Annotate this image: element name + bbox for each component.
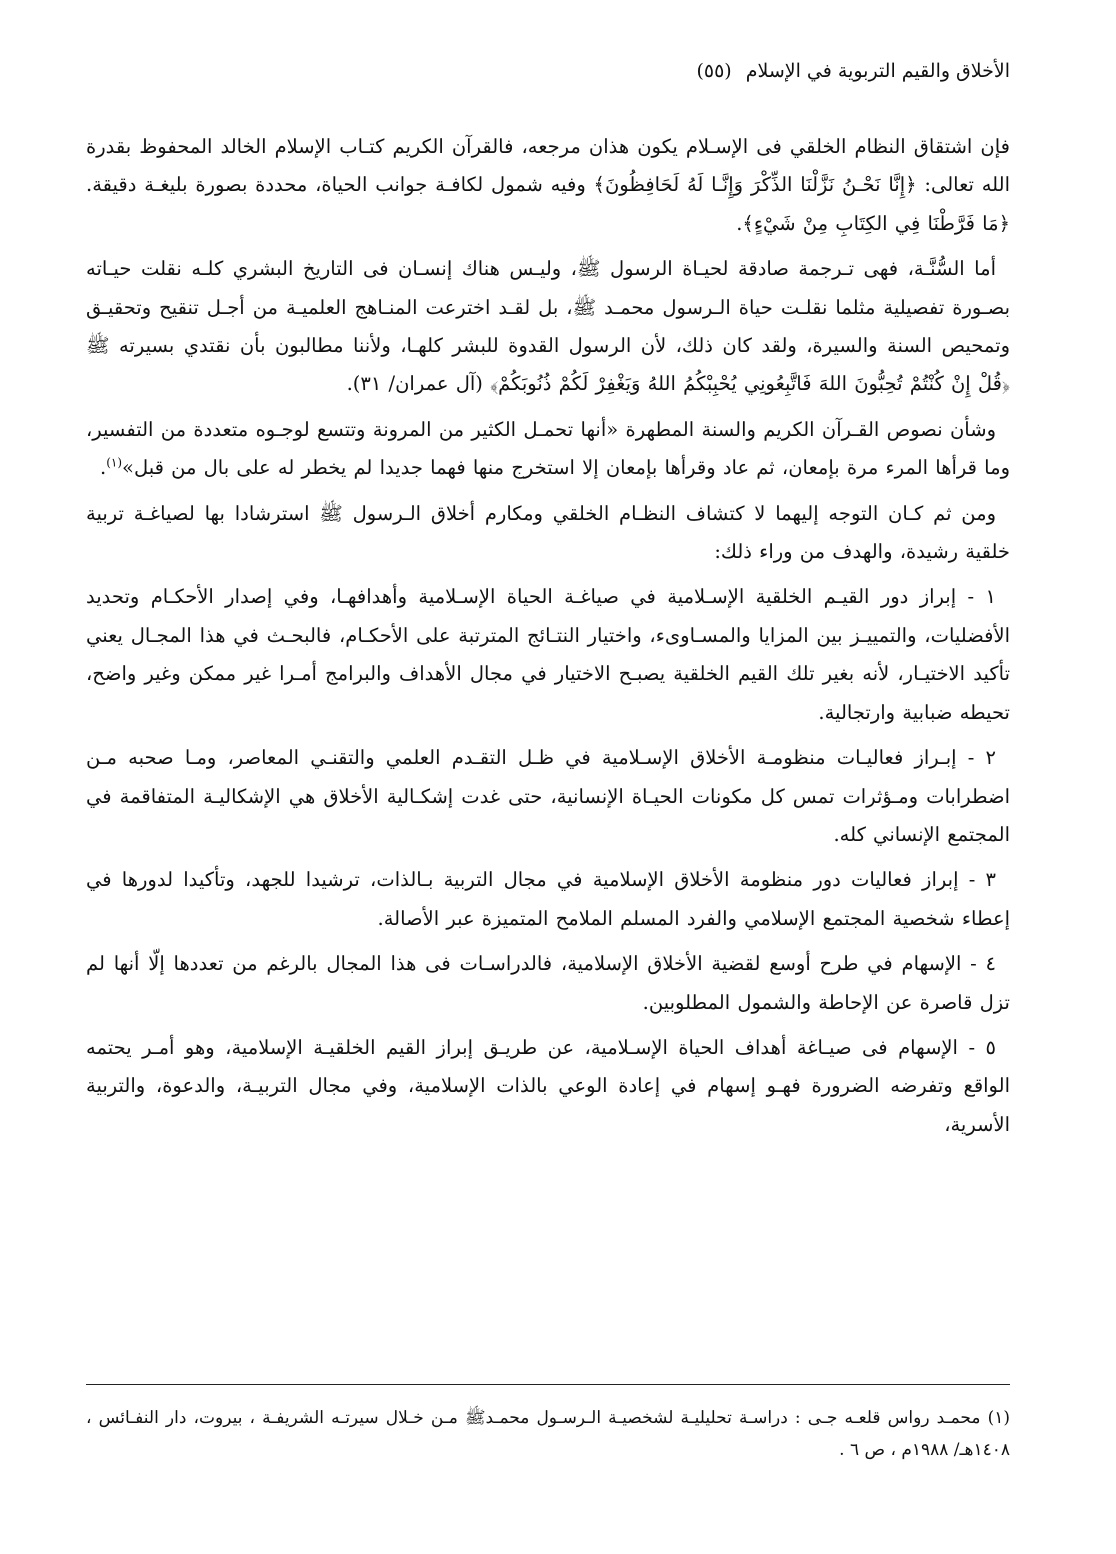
paragraph-text: . (99, 456, 107, 480)
paragraph-quran-source (86, 128, 1010, 243)
paragraph-text: ٢ - إبـراز فعاليـات منظومـة الأخلاق الإسـلامية في ظـل التقـدم العلمي والتقنـي المعاصر، ومـا صحبه مـن اضطرابات ومـؤثرات تمس كل مكونات الحيـاة الإنسانية، حتى غدت إشكـالية الأخلاق هي الإشكاليـة المتفاقمة في المجتمع الإنساني كله. (86, 746, 1010, 846)
body-text (86, 128, 1010, 1151)
paragraph-text: ٤ - الإسهام في طرح أوسع لقضية الأخلاق الإسلامية، فالدراسـات فى هذا المجال بالرغم من تعددها إلّا أنها لم تزل قاصرة عن الإحاطة والشمول المطلوبين. (86, 952, 1010, 1014)
list-item-objective-2 (86, 739, 1010, 854)
paragraph-texts-flexibility (86, 411, 1010, 488)
quran-verse: ﴿إِنَّا نَحْـنُ نَزَّلْنَا الذِّكْرَ وَإِنَّـا لَهُ لَحَافِظُونَ﴾ (593, 173, 917, 197)
paragraph-objectives-intro (86, 495, 1010, 572)
quran-verse: ﴿مَا فَرَّطْنَا فِي الكِتَابِ مِنْ شَيْءٍ﴾ (742, 211, 1010, 235)
paragraph-text: فإن اشتقاق النظام الخلقي فى الإسـلام يكون هذان مرجعه، فالقرآن الكريم كتـاب الإسلام الخالد المحفوظ بقدرة الله تعالى: (86, 135, 1010, 197)
footnote-marker[interactable]: (١) (106, 455, 123, 470)
verse-reference: (آل عمران/ ٣١). (346, 372, 491, 396)
paragraph-text: ١ - إبراز دور القيـم الخلقية الإسـلامية في صياغـة الحياة الإسـلامية وأهدافهـا، وفي إصدار الأحكـام وتحديد الأفضليات، والتمييـز بين المزايا والمسـاوىء، واختيار النتـائج المترتبة على الأحكـام، فالبحـث في هذا المجـال يعني تأكيد الاختيـار، لأنه بغير تلك القيم الخلقية يصبـح الاختيار في مجال الأهداف والبرامج أمـرا غير ممكن وغير واضح، تحيطه ضبابية وارتجالية. (86, 585, 1010, 724)
paragraph-text: أما السُّنَّـة، فهى تـرجمة صادقة لحيـاة الرسول ﷺ، وليـس هناك إنسـان فى التاريخ البشري كلـه نقلت حيـاته بصـورة تفصيلية مثلما نقلـت حياة الـرسول محمـد ﷺ، بل لقـد اخترعت المنـاهج العلميـة من أجـل تنقيح وتحقيـق وتمحيص السنة والسيرة، ولقد كان ذلك، لأن الرسول القدوة للبشر كلهـا، ولأننا مطالبون بأن نقتدي بسيرته ﷺ (86, 257, 1010, 358)
paragraph-text: ٥ - الإسهام فى صيـاغة أهداف الحياة الإسـلامية، عن طريـق إبراز القيم الخلقيـة الإسلامية، وهو أمـر يحتمه الواقع وتفرضه الضرورة فهـو إسهام في إعادة الوعي بالذات الإسلامية، وفي مجال التربيـة، والدعوة، والتربية الأسرية، (86, 1035, 1010, 1136)
page-number: (٥٥) (696, 60, 732, 82)
list-item-objective-5 (86, 1029, 1010, 1144)
footnote-divider (86, 1384, 1010, 1385)
paragraph-sunnah (86, 250, 1010, 404)
book-page (86, 0, 1010, 1554)
paragraph-text: وشأن نصوص القـرآن الكريم والسنة المطهرة «أنها تحمـل الكثير من المرونة وتتسع لوجـوه متعددة من التفسير، وما قرأها المرء مرة بإمعان، ثم عاد وقرأها بإمعان إلا استخرج منها فهما جديدا لم يخطر له على بال من قبل» (86, 417, 1010, 480)
paragraph-text: . (736, 211, 743, 235)
quran-verse: ﴿قُلْ إِنْ كُنْتُمْ تُحِبُّونَ اللهَ فَاتَّبِعُونِي يُحْبِبْكُمُ اللهُ وَيَغْفِرْ لَكُمْ ذُنُوبَكُمْ﴾ (490, 372, 1010, 396)
list-item-objective-3 (86, 861, 1010, 938)
book-title: الأخلاق والقيم التربوية في الإسلام (745, 60, 1010, 82)
running-header (696, 56, 1010, 86)
list-item-objective-4 (86, 945, 1010, 1022)
paragraph-text: وفيه شمول لكافـة جوانب الحياة، محددة بصورة بليغـة دقيقة. (86, 173, 594, 197)
paragraph-text: ٣ - إبراز فعاليات دور منظومة الأخلاق الإسلامية في مجال التربية بـالذات، ترشيدا للجهد، وتأكيدا لدورها في إعطاء شخصية المجتمع الإسلامي والفرد المسلم الملامح المتميزة عبر الأصالة. (86, 868, 1010, 930)
paragraph-text: ومن ثم كـان التوجه إليهما لا كتشاف النظـام الخلقي ومكارم أخلاق الـرسول ﷺ استرشادا بها لصياغـة تربية خلقية رشيدة، والهدف من وراء ذلك: (86, 501, 1010, 564)
list-item-objective-1 (86, 578, 1010, 732)
footnote: (١) محمـد رواس قلعـه جـى : دراسـة تحليليـة لشخصيـة الـرسـول محمـدﷺ مـن خـلال سيرتـه الشريفـة ، بيروت، دار النفـائس ، ١٤٠٨هـ/ ١٩٨٨م ، ص ٦ . (86, 1408, 1010, 1460)
